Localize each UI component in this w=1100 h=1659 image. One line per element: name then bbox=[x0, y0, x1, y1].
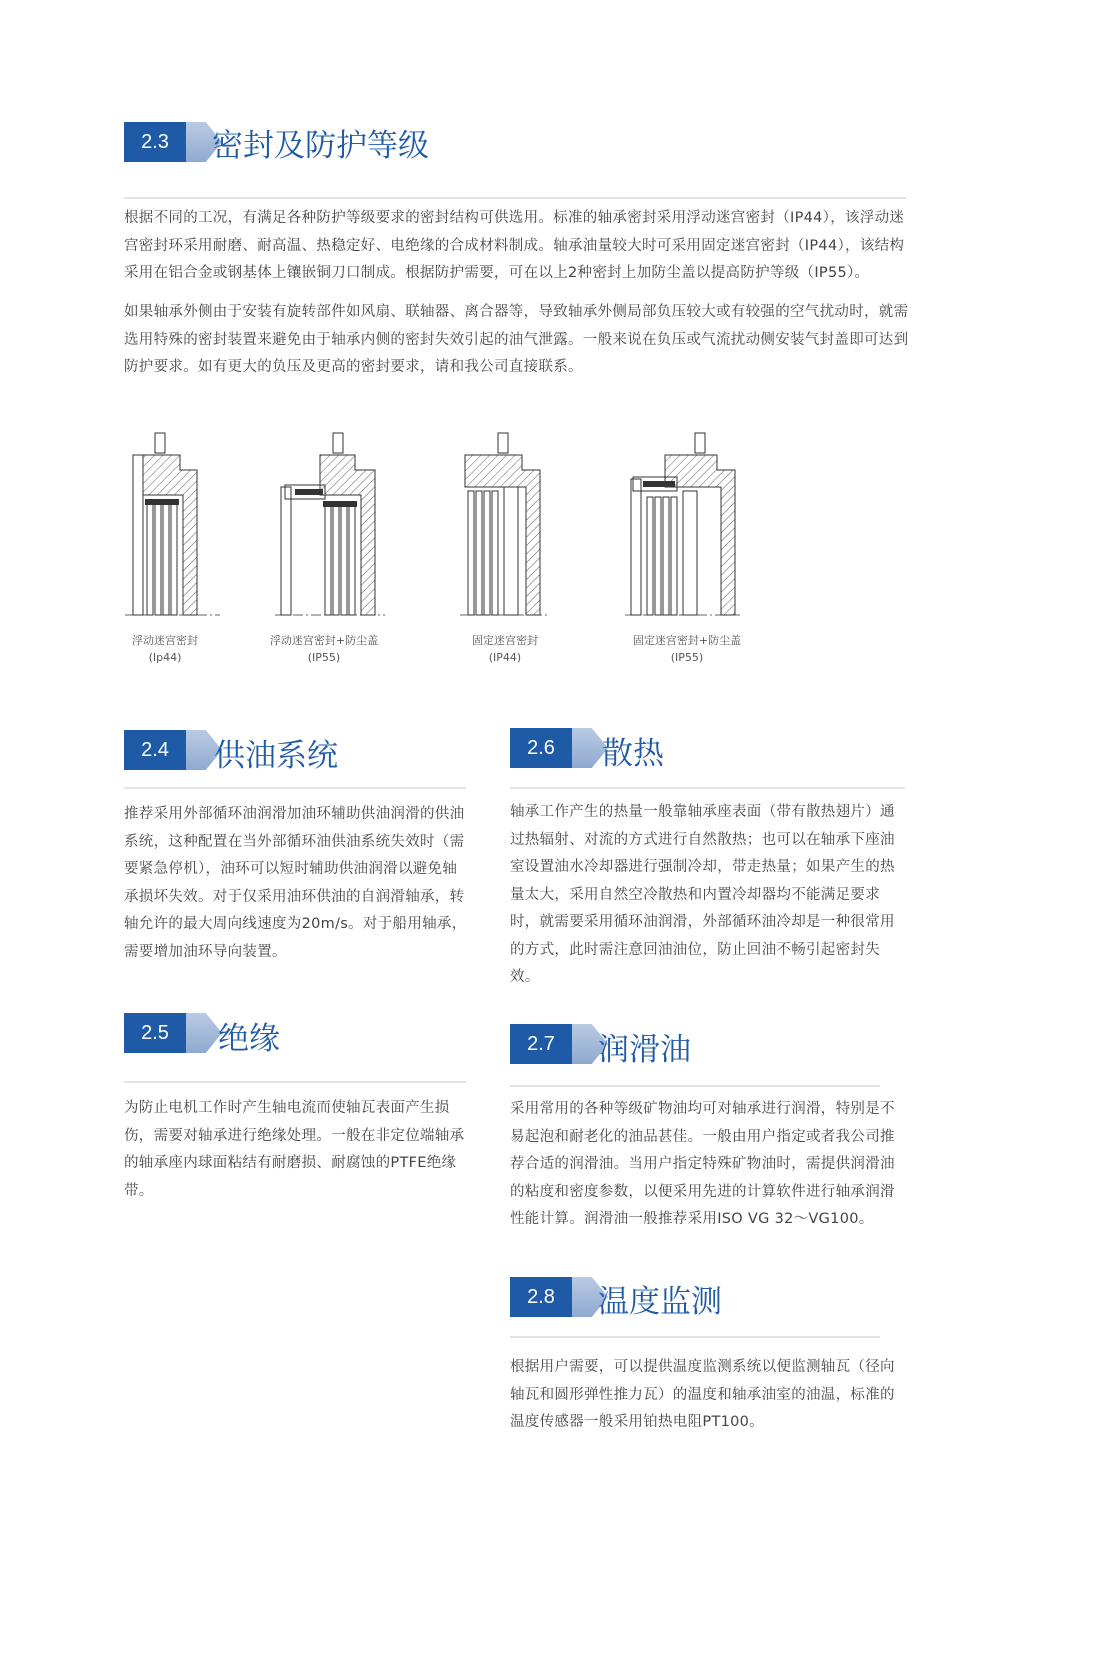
section-badge-2-3 bbox=[124, 122, 222, 162]
section-badge-2-6 bbox=[510, 728, 608, 768]
figure-caption-2: 浮动迷宫密封+防尘盖 (IP55) bbox=[269, 634, 379, 664]
divider bbox=[510, 787, 905, 789]
section-number: 2.3 bbox=[124, 122, 186, 162]
paragraph: 根据不同的工况，有满足各种防护等级要求的密封结构可供选用。标准的轴承密封采用浮动迷宫密封（IP44），该浮动迷宫密封环采用耐磨、耐高温、热稳定好、电绝缘的合成材料制成。轴承油量较大时可采用固定迷宫密封（IP44），该结构采用在铝合金或钢基体上镶嵌铜刀口制成。根据防护需要，可在以上2种密封上加防尘盖以提高防护等级（IP55）。 bbox=[124, 210, 905, 281]
paragraph: 推荐采用外部循环油润滑加油环辅助供油润滑的供油系统，这种配置在当外部循环油供油系统失效时（需要紧急停机），油环可以短时辅助供油润滑以避免轴承损坏失效。对于仅采用油环供油的自润滑轴承，转轴允许的最大周向线速度为20m/s。对于船用轴承，需要增加油环导向装置。 bbox=[124, 806, 467, 960]
section-title-2-3: 密封及防护等级 bbox=[212, 128, 429, 164]
divider bbox=[124, 787, 466, 789]
section-number: 2.4 bbox=[124, 730, 186, 770]
paragraph: 采用常用的各种等级矿物油均可对轴承进行润滑，特别是不易起泡和耐老化的油品甚佳。一般由用户指定或者我公司推荐合适的润滑油。当用户指定特殊矿物油时，需提供润滑油的粘度和密度参数，以便采用先进的计算软件进行轴承润滑性能计算。润滑油一般推荐采用ISO VG 32～VG100。 bbox=[510, 1101, 895, 1227]
paragraph: 如果轴承外侧由于安装有旋转部件如风扇、联轴器、离合器等，导致轴承外侧局部负压较大或有较强的空气扰动时，就需选用特殊的密封装置来避免由于轴承内侧的密封失效引起的油气泄露。一般来说在负压或气流扰动侧安装气封盖即可达到防护要求。如有更大的负压及更高的密封要求，请和我公司直接联系。 bbox=[124, 304, 909, 375]
divider bbox=[510, 1336, 880, 1338]
section-number: 2.6 bbox=[510, 728, 572, 768]
section-title-2-8: 温度监测 bbox=[598, 1284, 722, 1320]
section-title-2-6: 散热 bbox=[602, 736, 664, 772]
seal-diagram-4 bbox=[625, 433, 740, 615]
figure-caption-1: 浮动迷宫密封 (Ip44) bbox=[132, 634, 198, 664]
section-number: 2.7 bbox=[510, 1024, 572, 1064]
section-badge-2-4 bbox=[124, 730, 222, 770]
section-badge-2-8 bbox=[510, 1277, 608, 1317]
figure-caption-3: 固定迷宫密封 (IP44) bbox=[472, 634, 538, 664]
seal-diagrams bbox=[0, 425, 1100, 625]
paragraph: 根据用户需要，可以提供温度监测系统以便监测轴瓦（径向轴瓦和圆形弹性推力瓦）的温度和轴承油室的油温，标准的温度传感器一般采用铂热电阻PT100。 bbox=[510, 1359, 895, 1430]
section-title-2-5: 绝缘 bbox=[218, 1021, 280, 1057]
paragraph: 为防止电机工作时产生轴电流而使轴瓦表面产生损伤，需要对轴承进行绝缘处理。一般在非定位端轴承的轴承座内球面粘结有耐磨损、耐腐蚀的PTFE绝缘带。 bbox=[124, 1100, 465, 1199]
section-badge-2-7 bbox=[510, 1024, 608, 1064]
divider bbox=[124, 197, 906, 199]
paragraph: 轴承工作产生的热量一般靠轴承座表面（带有散热翅片）通过热辐射、对流的方式进行自然散热；也可以在轴承下座油室设置油水冷却器进行强制冷却，带走热量；如果产生的热量太大，采用自然空冷散热和内置冷却器均不能满足要求时，就需要采用循环油润滑，外部循环油冷却是一种很常用的方式，此时需注意回油油位，防止回油不畅引起密封失效。 bbox=[510, 804, 895, 985]
divider bbox=[124, 1081, 466, 1083]
section-badge-2-5 bbox=[124, 1013, 222, 1053]
section-number: 2.8 bbox=[510, 1277, 572, 1317]
divider bbox=[510, 1085, 880, 1087]
figure-caption-4: 固定迷宫密封+防尘盖 (IP55) bbox=[632, 634, 742, 664]
seal-diagram-2 bbox=[275, 433, 385, 615]
seal-diagram-3 bbox=[460, 433, 550, 615]
section-title-2-7: 润滑油 bbox=[598, 1032, 691, 1068]
section-title-2-4: 供油系统 bbox=[214, 738, 338, 774]
section-number: 2.5 bbox=[124, 1013, 186, 1053]
seal-diagram-1 bbox=[125, 433, 220, 615]
badge-arrow bbox=[186, 1013, 222, 1053]
